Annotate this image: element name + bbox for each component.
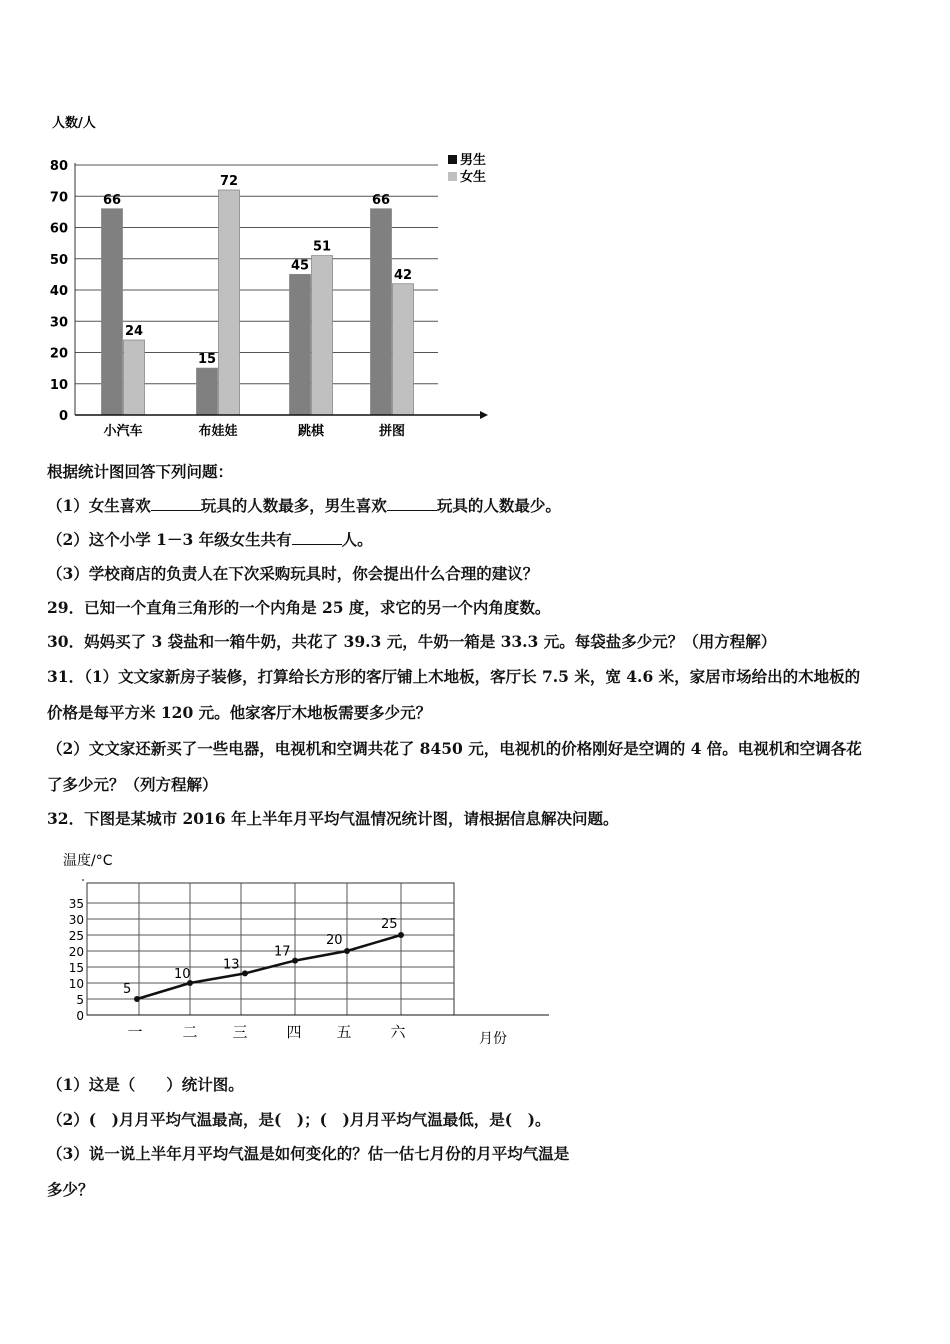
bar-value-label: 66 xyxy=(102,192,122,208)
x-month-label: 三 xyxy=(232,1023,248,1041)
y-tick-label: 40 xyxy=(49,284,68,299)
problem-32-q3-cont: 多少？ xyxy=(47,1180,94,1199)
y-tick-label: 10 xyxy=(68,977,84,991)
data-point xyxy=(398,932,404,938)
bar-value-label: 66 xyxy=(371,192,391,208)
problem-31-line-3: （2）文文家还新买了一些电器，电视机和空调共花了 8450 元，电视机的价格刚好是空调的 4 倍。电视机和空调各花 xyxy=(47,739,862,758)
answer-blank[interactable] xyxy=(292,530,342,545)
point-value-label: 5 xyxy=(123,982,132,997)
bar-boys xyxy=(290,274,311,415)
problem-32-q1: （1）这是（ ）统计图。 xyxy=(47,1075,244,1094)
legend-label-boys: 男生 xyxy=(460,153,487,168)
y-tick-label: 30 xyxy=(49,315,68,331)
bar-value-label: 45 xyxy=(290,258,310,274)
axis-mark-dot xyxy=(82,879,84,881)
x-month-label: 一 xyxy=(127,1023,143,1041)
y-tick-label: 80 xyxy=(49,159,68,174)
y-tick-label: 0 xyxy=(76,1009,84,1023)
legend-swatch-boys xyxy=(448,155,457,164)
y-tick-label: 5 xyxy=(76,993,84,1007)
bar-boys xyxy=(102,209,123,415)
x-category-label: 小汽车 xyxy=(103,424,143,439)
line-chart xyxy=(55,843,555,1053)
y-tick-label: 30 xyxy=(68,913,84,927)
point-value-label: 20 xyxy=(326,933,343,948)
bar-chart-legend xyxy=(448,152,486,185)
question-2-part-b: 人。 xyxy=(341,530,373,549)
y-tick-label: 20 xyxy=(49,346,68,362)
bar-value-label: 24 xyxy=(124,324,144,339)
point-value-label: 13 xyxy=(223,957,240,973)
intro-text: 根据统计图回答下列问题： xyxy=(47,462,234,481)
x-month-label: 四 xyxy=(286,1023,302,1041)
legend-swatch-girls xyxy=(448,172,457,181)
answer-blank[interactable] xyxy=(387,496,437,511)
x-axis-arrow xyxy=(480,411,488,419)
bar-value-label: 42 xyxy=(393,267,413,283)
problem-31-line-2: 价格是每平方米 120 元。他家客厅木地板需要多少元？ xyxy=(47,703,432,722)
question-3: （3）学校商店的负责人在下次采购玩具时，你会提出什么合理的建议？ xyxy=(47,564,539,583)
problem-32: 32．下图是某城市 2016 年上半年月平均气温情况统计图，请根据信息解决问题。 xyxy=(47,809,619,828)
x-month-label: 二 xyxy=(182,1023,198,1041)
line-chart-xlabel: 月份 xyxy=(479,1031,507,1047)
problem-31-line-1: 31．（1）文文家新房子装修，打算给长方形的客厅铺上木地板，客厅长 7.5 米，宽 4.6 米，家居市场给出的木地板的 xyxy=(47,667,861,686)
bar-chart xyxy=(40,105,500,450)
x-category-label: 跳棋 xyxy=(297,424,325,439)
bar-girls xyxy=(219,190,240,415)
data-point xyxy=(242,970,248,976)
point-value-label: 17 xyxy=(274,944,291,960)
problem-30: 30．妈妈买了 3 袋盐和一箱牛奶，共花了 39.3 元，牛奶一箱是 33.3 元。每袋盐多少元？（用方程解） xyxy=(47,632,777,651)
data-point xyxy=(292,958,298,964)
problem-32-q2: （2）( )月月平均气温最高，是( )；( )月月平均气温最低，是( )。 xyxy=(47,1110,551,1129)
question-1-part-b: 玩具的人数最多，男生喜欢 xyxy=(200,496,387,515)
y-tick-label: 35 xyxy=(68,897,84,911)
bar-value-label: 15 xyxy=(197,352,217,368)
x-category-label: 拼图 xyxy=(378,424,406,439)
y-tick-label: 25 xyxy=(68,929,84,943)
legend-label-girls: 女生 xyxy=(460,170,487,185)
y-tick-label: 20 xyxy=(68,945,84,959)
line-chart-ylabel: 温度/°C xyxy=(63,853,113,869)
point-value-label: 25 xyxy=(381,917,398,932)
bar-girls xyxy=(393,284,414,415)
x-month-label: 五 xyxy=(336,1023,352,1041)
bar-value-label: 51 xyxy=(312,239,332,255)
question-1-part-a: （1）女生喜欢 xyxy=(47,496,151,515)
problem-31-line-4: 了多少元？（列方程解） xyxy=(47,775,218,794)
y-tick-label: 70 xyxy=(49,190,68,206)
problem-29: 29．已知一个直角三角形的一个内角是 25 度，求它的另一个内角度数。 xyxy=(47,598,551,617)
question-1 xyxy=(47,494,561,516)
y-tick-label: 0 xyxy=(58,409,68,424)
point-value-label: 10 xyxy=(174,967,191,982)
y-tick-label: 10 xyxy=(49,377,68,393)
y-tick-label: 15 xyxy=(68,961,84,975)
data-point xyxy=(344,948,350,954)
bar-value-label: 72 xyxy=(219,174,239,189)
x-category-label: 布娃娃 xyxy=(198,424,238,439)
bar-chart-ylabel: 人数/人 xyxy=(52,116,96,131)
question-2-part-a: （2）这个小学 1－3 年级女生共有 xyxy=(47,530,292,549)
problem-32-q3: （3）说一说上半年月平均气温是如何变化的？估一估七月份的月平均气温是 xyxy=(47,1144,570,1163)
y-tick-label: 50 xyxy=(49,252,68,268)
x-month-label: 六 xyxy=(390,1023,406,1041)
question-1-part-c: 玩具的人数最少。 xyxy=(436,496,561,515)
answer-blank[interactable] xyxy=(151,496,201,511)
data-point xyxy=(134,996,140,1002)
question-2 xyxy=(47,528,373,550)
bar-boys xyxy=(371,209,392,415)
bar-girls xyxy=(124,340,145,415)
y-tick-label: 60 xyxy=(49,221,68,237)
bar-girls xyxy=(312,256,333,415)
bar-boys xyxy=(197,368,218,415)
